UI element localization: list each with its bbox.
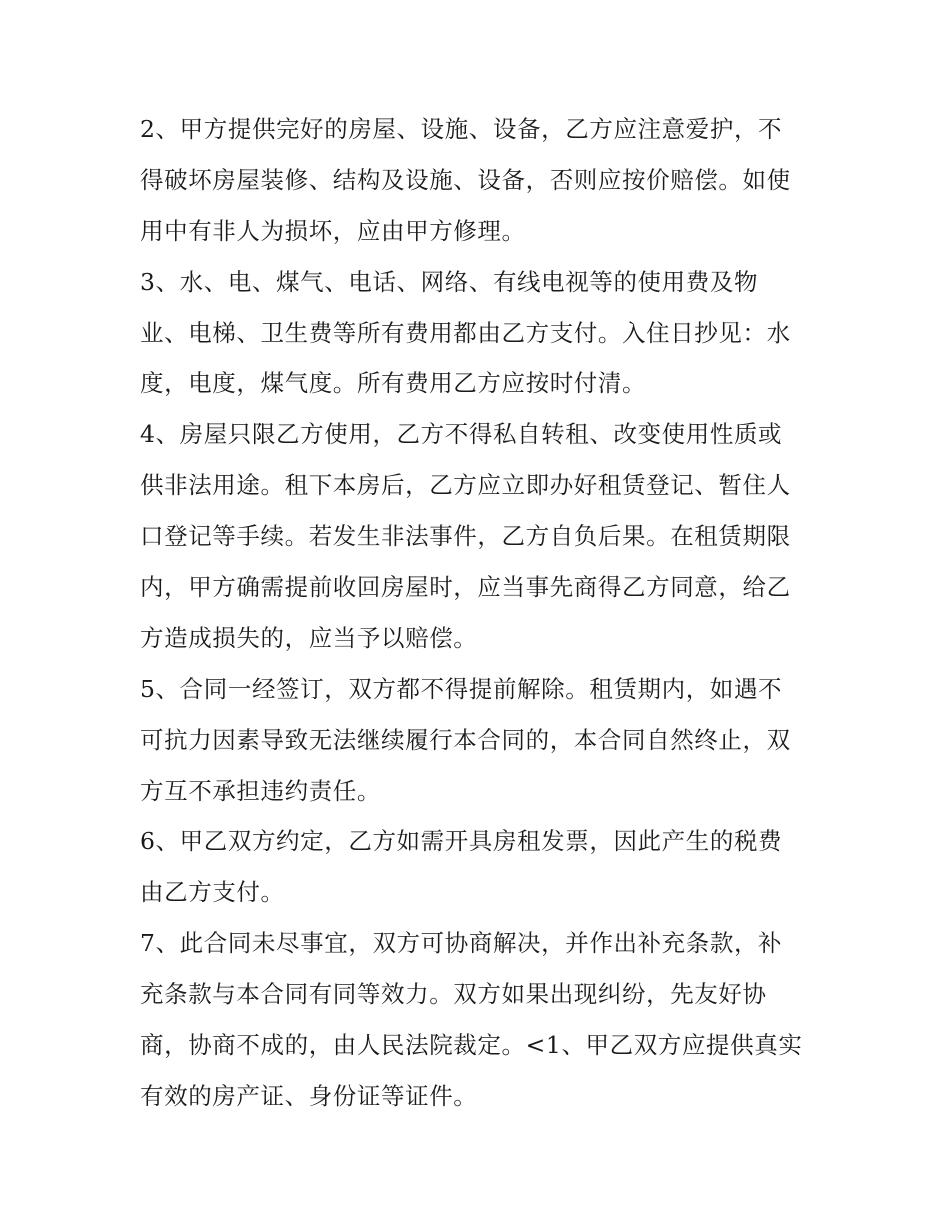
text-line: 由乙方支付。 xyxy=(140,878,285,907)
text-line: 度，电度，煤气度。所有费用乙方应按时付清。 xyxy=(140,369,647,398)
text-line: 可抗力因素导致无法继续履行本合同的，本合同自然终止，双 xyxy=(140,725,791,754)
text-line: 7、此合同未尽事宜，双方可协商解决，并作出补充条款，补 xyxy=(140,929,783,958)
text-line: 业、电梯、卫生费等所有费用都由乙方支付。入住日抄见：水 xyxy=(140,318,791,347)
text-line: 方互不承担违约责任。 xyxy=(140,776,381,805)
text-line: 2、甲方提供完好的房屋、设施、设备，乙方应注意爱护，不 xyxy=(140,115,783,143)
text-line: 商，协商不成的，由人民法院裁定。<1、甲乙双方应提供真实 xyxy=(140,1031,803,1060)
contract-body xyxy=(140,104,812,1122)
text-line: 用中有非人为损坏，应由甲方修理。 xyxy=(140,216,526,245)
text-line: 得破坏房屋装修、结构及设施、设备，否则应按价赔偿。如使 xyxy=(140,165,791,194)
text-line: 口登记等手续。若发生非法事件，乙方自负后果。在租赁期限 xyxy=(140,522,791,551)
text-line: 有效的房产证、身份证等证件。 xyxy=(140,1081,478,1110)
text-line: 方造成损失的，应当予以赔偿。 xyxy=(140,623,478,652)
text-line: 4、房屋只限乙方使用，乙方不得私自转租、改变使用性质或 xyxy=(140,420,783,449)
text-line: 内，甲方确需提前收回房屋时，应当事先商得乙方同意，给乙 xyxy=(140,573,791,602)
text-line: 5、合同一经签订，双方都不得提前解除。租赁期内，如遇不 xyxy=(140,674,783,703)
text-line: 6、甲乙双方约定，乙方如需开具房租发票，因此产生的税费 xyxy=(140,827,783,856)
text-line: 3、水、电、煤气、电话、网络、有线电视等的使用费及物 xyxy=(140,267,759,296)
text-line: 供非法用途。租下本房后，乙方应立即办好租赁登记、暂住人 xyxy=(140,471,791,500)
text-line: 充条款与本合同有同等效力。双方如果出现纠纷，先友好协 xyxy=(140,980,767,1009)
